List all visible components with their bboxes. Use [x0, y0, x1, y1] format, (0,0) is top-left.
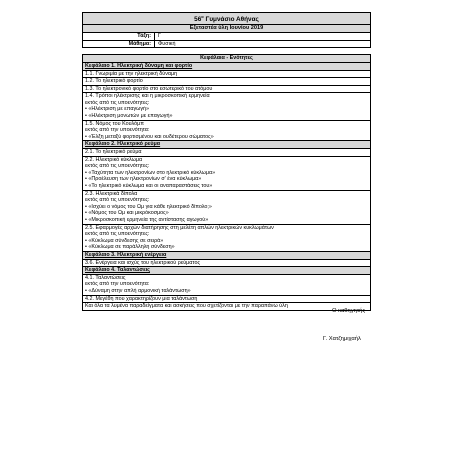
section-row	[83, 148, 370, 156]
row-line: 1.1. Γνωριμία με την ηλεκτρική δύναμη	[85, 70, 178, 77]
row-line: εκτός από την υποενότητα:	[85, 127, 150, 134]
chapter-row	[83, 266, 370, 274]
header-block	[82, 12, 371, 33]
row-line: • «Δύναμη στην απλή αρμονική ταλάντωση»	[85, 287, 191, 294]
row-line: 1.4. Τρόποι ηλέκτρισης και η μικροσκοπική ερμηνεία	[85, 93, 210, 100]
section-row	[83, 295, 370, 303]
syllabus-table	[82, 54, 371, 310]
exam-title: Εξεταστέα ύλη Ιουνίου 2019	[83, 24, 370, 32]
section-row	[83, 259, 370, 267]
row-line: Κεφάλαιο 3. Ηλεκτρική ενέργεια	[85, 251, 167, 258]
subject-value: Φυσική	[158, 40, 176, 47]
row-line: • «Κύκλωμα σύνδεσης σε σειρά»	[85, 237, 164, 244]
row-line: 3.6. Ενέργεια και ισχύς του ηλεκτρικού ρεύματος	[85, 259, 201, 266]
chapter-row	[83, 140, 370, 148]
subject-label: Μάθημα:	[83, 41, 155, 48]
school-suffix: ο	[201, 14, 204, 19]
row-line: • «Ηλέκτριση με επαγωγή»	[85, 106, 150, 113]
row-line: • «Το ηλεκτρικό κύκλωμα και οι αναπαραστάσεις του»	[85, 183, 213, 189]
row-line: • «Ηλέκτριση μονωτών με επαγωγή»	[85, 113, 173, 120]
syllabus-rows	[83, 63, 370, 310]
row-line: • «Έλξη μεταξύ φορτισμένου και ουδέτερου σώματος»	[85, 133, 214, 140]
meta-block	[82, 33, 371, 48]
section-row	[83, 302, 370, 310]
school-name: Γυμνάσιο Αθήνας	[203, 16, 259, 24]
row-line: Κεφάλαιο 2. Ηλεκτρικό ρεύμα	[85, 141, 161, 148]
row-line: 1.2. Το ηλεκτρικό φορτίο	[85, 78, 143, 85]
section-row	[83, 92, 370, 119]
row-line: εκτός από τις υποενότητες:	[85, 197, 150, 204]
row-line: 2.5. Εφαρμογές αρχών διατήρησης στη μελέτη απλών ηλεκτρικών κυκλωμάτων	[85, 224, 274, 231]
section-row	[83, 70, 370, 78]
row-line: Και όλα τα λυμένα παραδείγματα και ασκήσεις που σχετίζονται με την παραπάνω ύλη	[85, 303, 288, 310]
row-line: εκτός από την υποενότητα:	[85, 281, 150, 288]
row-line: εκτός από τις υποενότητες:	[85, 99, 150, 106]
row-line: Κεφάλαιο 1. Ηλεκτρική δύναμη και φορτίο	[85, 62, 193, 69]
section-row	[83, 190, 370, 224]
row-line: • «Νόμος του Ωμ και μικρόκοσμος»	[85, 210, 169, 217]
row-line: 1.5. Νόμος του Κουλόμπ	[85, 120, 144, 127]
row-line: 2.2. Ηλεκτρικό κύκλωμα	[85, 156, 143, 163]
row-line: Κεφάλαιο 4. Ταλαντώσεις	[85, 267, 150, 274]
row-line: εκτός από τις υποενότητες:	[85, 231, 150, 238]
class-row	[83, 33, 370, 40]
row-line: • «Ταχύτητα των ηλεκτρονίων στο ηλεκτρικό κύκλωμα»	[85, 169, 216, 176]
school-number: 56	[194, 16, 202, 24]
section-row	[83, 274, 370, 295]
class-value: Γ	[158, 33, 161, 40]
row-line: • «Κύκλωμα σε παράλληλη σύνδεση»	[85, 244, 175, 251]
section-row	[83, 156, 370, 190]
row-line: 2.3. Ηλεκτρικά δίπολα	[85, 190, 138, 197]
chapter-row	[83, 63, 370, 70]
class-label: Τάξη:	[83, 33, 155, 40]
school-title	[83, 13, 370, 24]
signature-name: Γ. Χατζημιχαήλ	[323, 336, 361, 342]
row-line: 4.2. Μεγέθη που χαρακτηρίζουν μια ταλάντωση	[85, 295, 198, 302]
row-line: εκτός από τις υποενότητες:	[85, 163, 150, 170]
subject-row	[83, 40, 370, 48]
row-line: • «Μικροσκοπική ερμηνεία της αντίστασης αγωγού»	[85, 216, 209, 223]
section-row	[83, 120, 370, 141]
section-row	[83, 85, 370, 93]
syllabus-table-title: Κεφάλαια - Ενότητες	[83, 55, 370, 63]
section-row	[83, 77, 370, 85]
exam-syllabus-sheet	[82, 12, 371, 311]
signature-role: Ο καθηγητής	[332, 308, 366, 314]
row-line: • «Ισχύει ο νόμος του Ωμ για κάθε ηλεκτρικό δίπολο;»	[85, 203, 212, 210]
row-line: 2.1. Το ηλεκτρικό ρεύμα	[85, 149, 142, 156]
section-row	[83, 224, 370, 251]
row-line: • «Προέλευση των ηλεκτρονίων σ' ένα κύκλωμα»	[85, 176, 202, 183]
chapter-row	[83, 251, 370, 259]
row-line: 1.3. Το ηλεκτρονικό φορτίο στο εσωτερικό του ατόμου	[85, 85, 213, 92]
row-line: 4.1. Ταλαντώσεις	[85, 274, 126, 281]
